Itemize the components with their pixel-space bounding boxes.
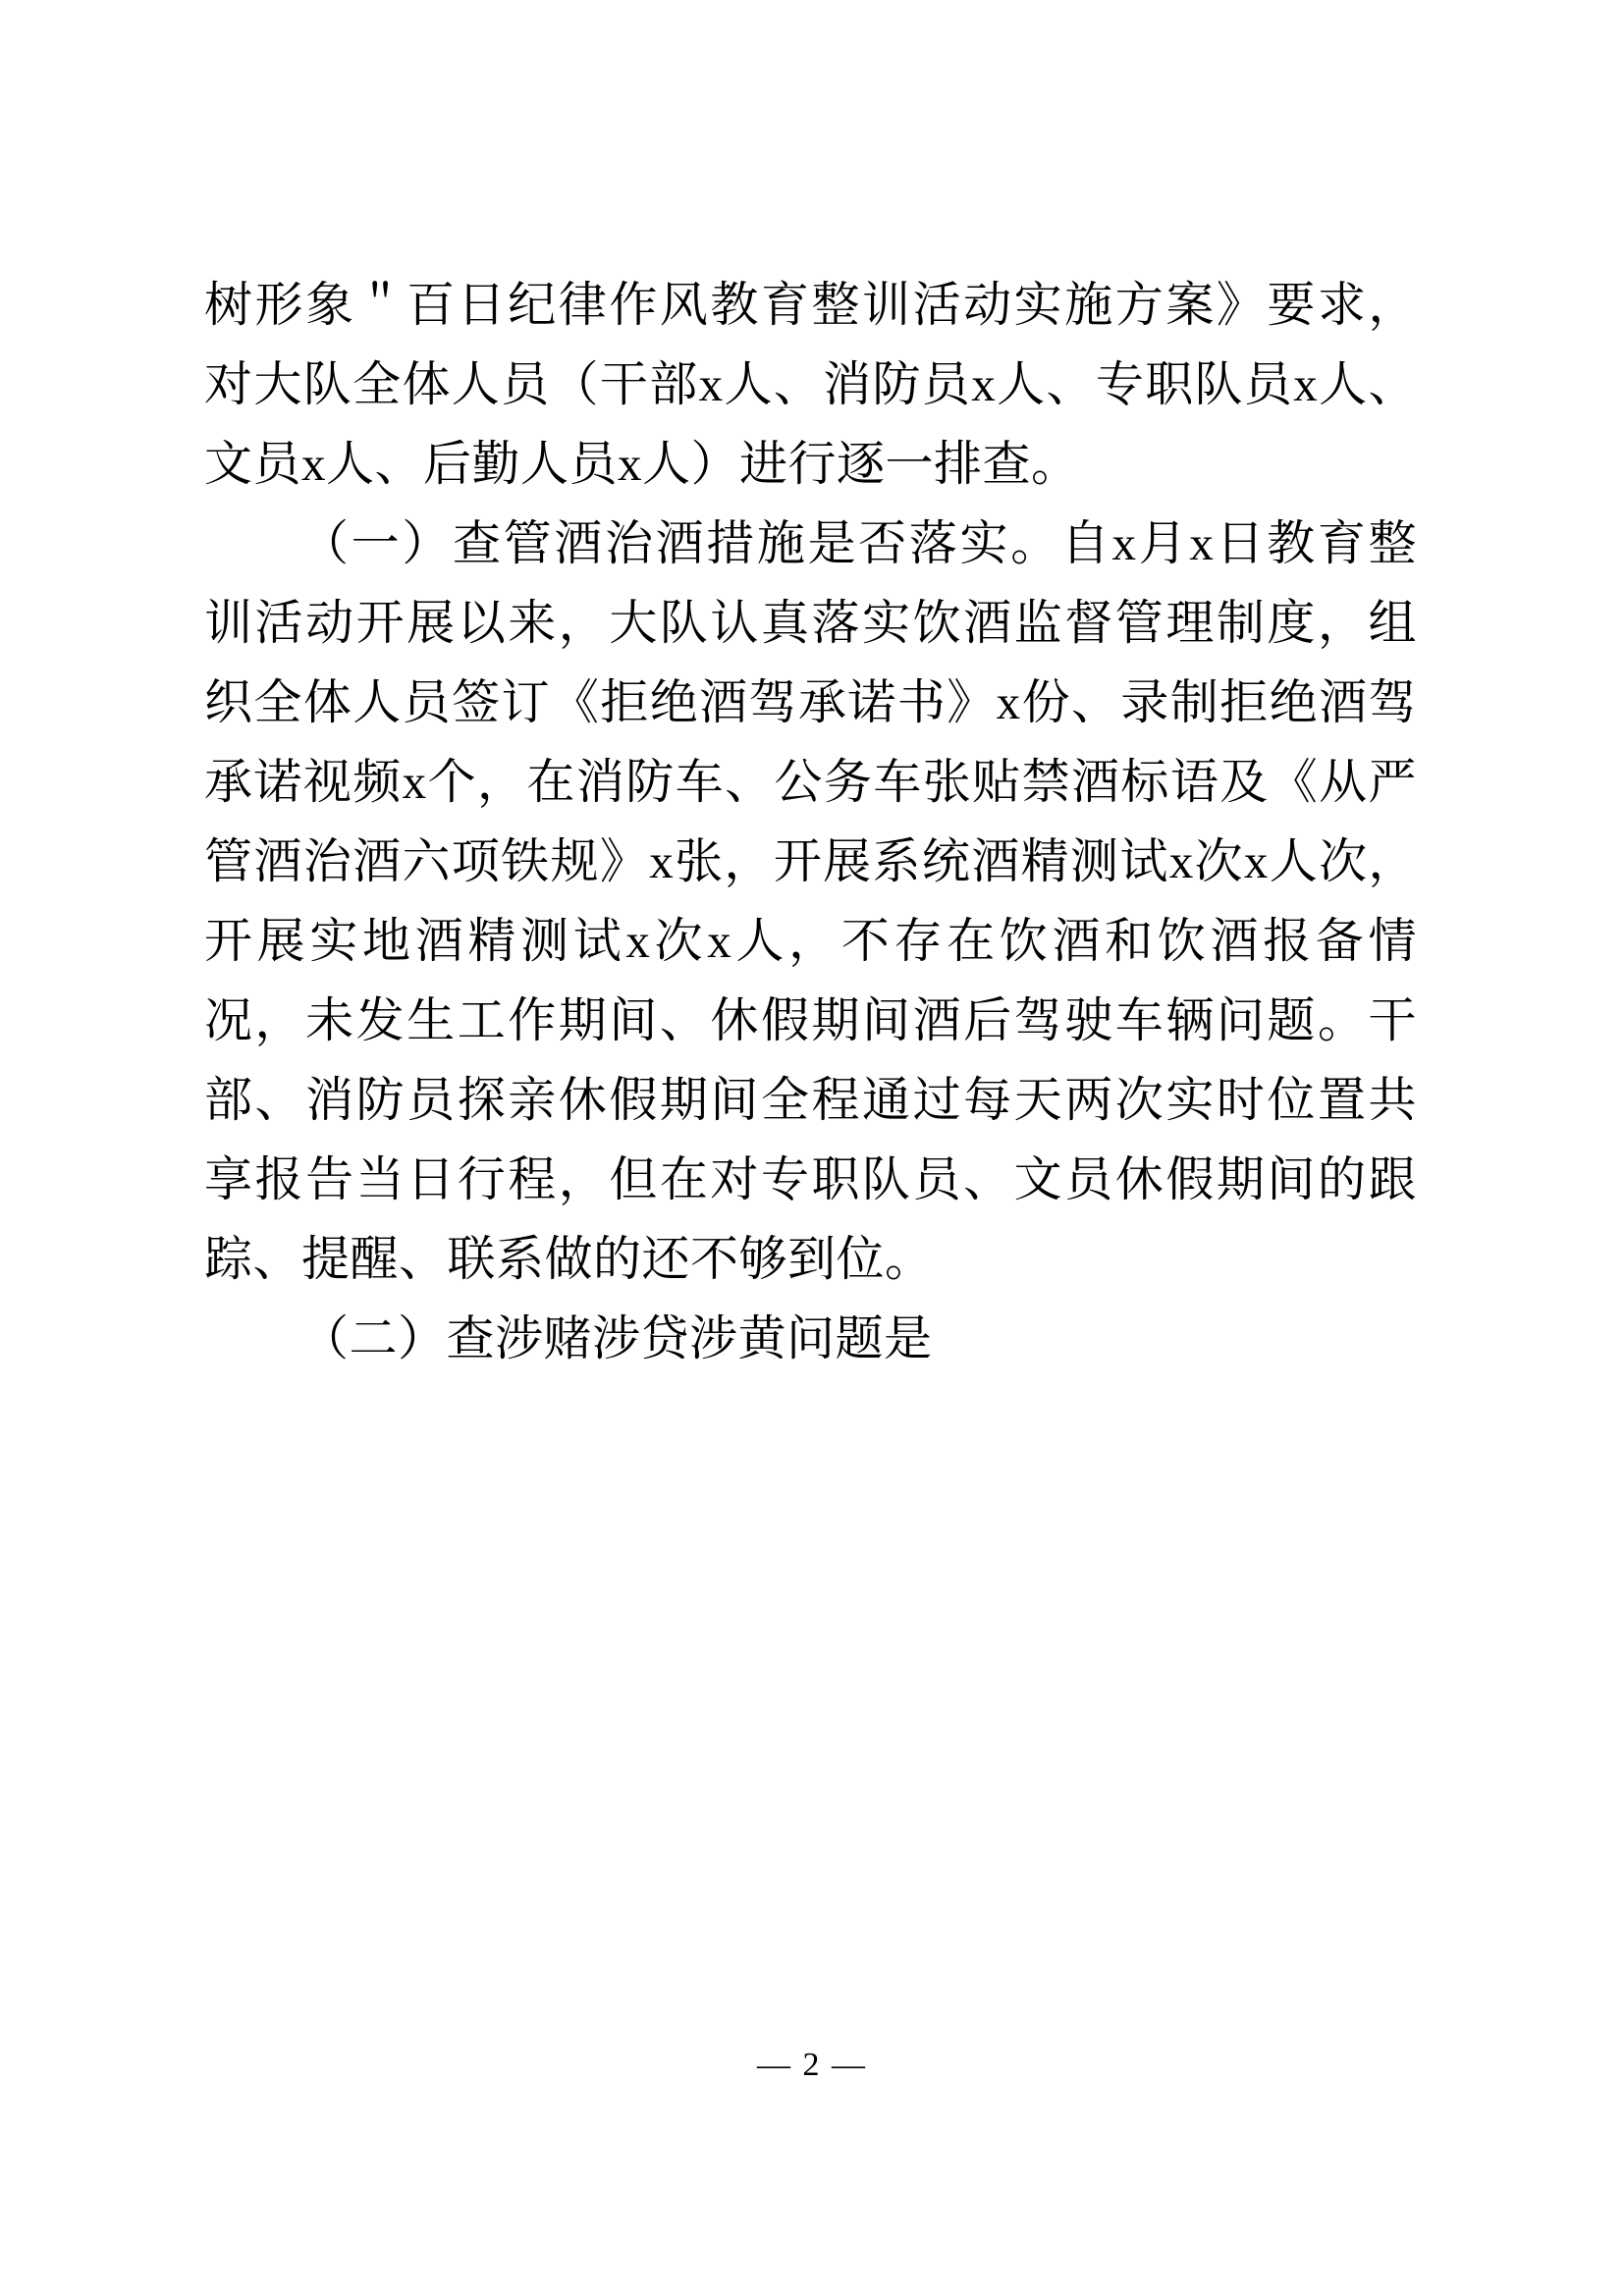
- document-body: [204, 265, 1417, 1378]
- paragraph-section-one: （一）查管酒治酒措施是否落实。自x月x日教育整训活动开展以来，大队认真落实饮酒监督管理制度，组织全体人员签订《拒绝酒驾承诺书》x份、录制拒绝酒驾承诺视频x个，在消防车、公务车张贴禁酒标语及《从严管酒治酒六项铁规》x张，开展系统酒精测试x次x人次，开展实地酒精测试x次x人，不存在饮酒和饮酒报备情况，未发生工作期间、休假期间酒后驾驶车辆问题。干部、消防员探亲休假期间全程通过每天两次实时位置共享报告当日行程，但在对专职队员、文员休假期间的跟踪、提醒、联系做的还不够到位。: [204, 516, 1417, 1286]
- page-number: — 2 —: [757, 2047, 867, 2083]
- paragraph-continuation: 树形象＂百日纪律作风教育整训活动实施方案》要求，对大队全体人员（干部x人、消防员x人、专职队员x人、文员x人、后勤人员x人）进行逐一排查。: [204, 278, 1417, 491]
- paragraph-section-two: （二）查涉赌涉贷涉黄问题是: [300, 1311, 933, 1365]
